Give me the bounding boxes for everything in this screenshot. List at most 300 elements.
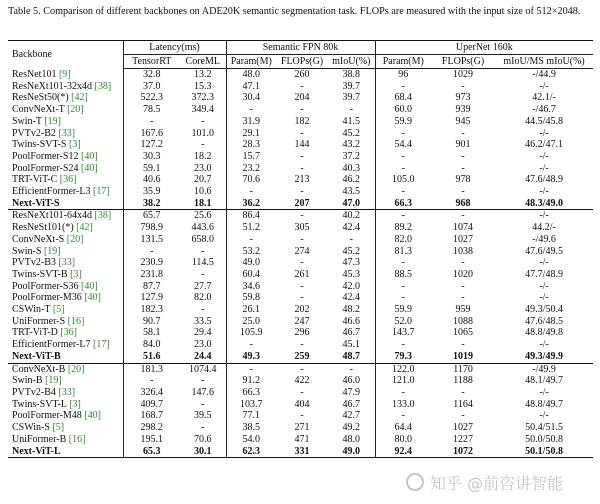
cell-upernet-miou: -/- <box>539 386 549 398</box>
backbone-name: PoolFormer-M36 <box>12 292 82 304</box>
table-row <box>8 222 593 234</box>
cell-coreml: - <box>180 269 226 281</box>
cell-upernet-flops: 1038 <box>453 245 474 257</box>
cell-fpn-flops: - <box>300 280 304 292</box>
header-upernet-miou: mIoU/MS mIoU(%) <box>495 55 593 69</box>
cell-coreml: 18.1 <box>180 198 226 210</box>
cell-backbone-name <box>8 399 123 411</box>
cell-backbone-name <box>8 92 123 104</box>
cell-upernet-flops: - <box>461 162 465 174</box>
cell-fpn-miou: 48.2 <box>328 304 375 316</box>
cell-upernet-miou: 47.6/49.5 <box>525 245 563 257</box>
cell-upernet-param: 89.2 <box>394 222 413 234</box>
cell-fpn-param: 103.7 <box>240 398 263 410</box>
cell-upernet-miou: 48.1/49.7 <box>525 375 563 387</box>
cell-fpn-miou: 42.7 <box>328 410 375 422</box>
citation-link[interactable]: [36] <box>59 174 77 186</box>
cell-tensorrt: 230.9 <box>140 257 163 269</box>
cell-fpn-miou: 45.2 <box>328 128 375 140</box>
cell-upernet-miou: 49.3/49.9 <box>525 350 563 362</box>
cell-upernet-flops: 945 <box>455 115 471 127</box>
citation-link[interactable]: [33] <box>58 127 76 139</box>
cell-coreml: - <box>180 139 226 151</box>
cell-coreml: 658.0 <box>180 234 226 246</box>
cell-fpn-param: 28.3 <box>242 139 261 151</box>
cell-fpn-flops: 260 <box>294 69 310 80</box>
table-row <box>8 128 593 140</box>
cell-tensorrt: 35.9 <box>143 186 161 198</box>
cell-fpn-flops: - <box>300 186 304 198</box>
cell-fpn-miou: 40.2 <box>328 210 375 222</box>
cell-backbone-name <box>8 234 123 246</box>
cell-backbone-name <box>8 151 123 163</box>
cell-backbone-name <box>8 269 123 281</box>
table-row <box>8 69 593 81</box>
cell-fpn-miou: 42.4 <box>328 292 375 304</box>
cell-upernet-param: 66.3 <box>394 197 413 209</box>
cell-backbone-name <box>8 281 123 293</box>
cell-upernet-flops: - <box>461 292 465 304</box>
cell-fpn-flops: - <box>300 339 304 351</box>
cell-fpn-param: 53.2 <box>242 245 261 257</box>
cell-fpn-flops: 296 <box>294 327 310 339</box>
cell-tensorrt: - <box>150 375 154 387</box>
cell-fpn-miou: 37.2 <box>328 151 375 163</box>
table-row <box>8 339 593 351</box>
backbone-name: Twins-SVT-B <box>12 268 68 280</box>
table-row <box>8 186 593 198</box>
cell-fpn-miou: 46.7 <box>328 327 375 339</box>
cell-upernet-param: 121.0 <box>392 375 415 387</box>
cell-upernet-param: 88.5 <box>394 268 413 280</box>
cell-tensorrt: 30.3 <box>143 150 161 162</box>
cell-fpn-flops: 404 <box>294 398 310 410</box>
cell-upernet-miou: 42.1/- <box>532 92 556 104</box>
cell-upernet-flops: - <box>461 410 465 422</box>
cell-fpn-flops: 305 <box>294 222 310 234</box>
cell-tensorrt: 127.9 <box>140 292 163 304</box>
cell-fpn-miou: 43.2 <box>328 139 375 151</box>
cell-upernet-param: 59.9 <box>394 304 413 316</box>
cell-upernet-miou: 44.2/- <box>532 222 556 234</box>
cell-fpn-miou: 42.4 <box>328 222 375 234</box>
cell-upernet-flops: - <box>461 339 465 351</box>
cell-upernet-param: 59.9 <box>394 115 413 127</box>
cell-upernet-miou: 49.3/50.4 <box>525 304 563 316</box>
backbone-name: PoolFormer-S36 <box>12 280 79 292</box>
table-row <box>8 351 593 363</box>
cell-upernet-miou: 48.8/49.8 <box>525 327 563 339</box>
cell-backbone-name <box>8 363 123 375</box>
cell-upernet-flops: 978 <box>455 174 471 186</box>
backbone-name: ResNet101 <box>12 68 57 80</box>
backbone-name: EfficientFormer-L3 <box>12 186 91 198</box>
cell-fpn-param: 38.5 <box>242 422 261 434</box>
cell-upernet-miou: 47.6/48.9 <box>525 174 563 186</box>
cell-backbone-name <box>8 186 123 198</box>
cell-upernet-param: - <box>401 150 405 162</box>
cell-upernet-miou: 48.8/49.7 <box>525 398 563 410</box>
cell-upernet-param: - <box>401 80 405 92</box>
cell-upernet-flops: - <box>461 257 465 269</box>
citation-link[interactable]: [42] <box>71 92 88 104</box>
cell-fpn-miou: 49.0 <box>328 446 375 458</box>
cell-backbone-name <box>8 104 123 116</box>
cell-backbone-name <box>8 139 123 151</box>
citation-link[interactable]: [40] <box>80 162 98 174</box>
citation-link[interactable]: [20] <box>67 363 85 375</box>
table-row <box>8 327 593 339</box>
cell-fpn-miou: 48.0 <box>328 434 375 446</box>
cell-upernet-flops: 1188 <box>453 375 473 387</box>
backbone-name: EfficientFormer-L7 <box>12 339 91 351</box>
cell-fpn-param: 26.1 <box>242 304 261 316</box>
backbone-comparison-table <box>8 40 593 458</box>
table-row <box>8 422 593 434</box>
cell-fpn-miou: 38.8 <box>328 69 375 81</box>
cell-coreml: - <box>180 399 226 411</box>
watermark-logo-icon <box>406 473 424 491</box>
header-fpn-miou: mIoU(%) <box>328 55 375 69</box>
cell-fpn-param: 91.2 <box>242 375 261 387</box>
cell-upernet-param: 52.0 <box>394 315 413 327</box>
cell-fpn-miou: 42.0 <box>328 281 375 293</box>
cell-upernet-flops: - <box>461 280 465 292</box>
cell-upernet-flops: 1029 <box>453 69 474 80</box>
citation-link[interactable]: [19] <box>44 115 61 127</box>
cell-fpn-param: 66.3 <box>242 386 261 398</box>
header-fpn-flops: FLOPs(G) <box>276 55 328 69</box>
cell-upernet-flops: 968 <box>455 197 471 209</box>
cell-backbone-name <box>8 163 123 175</box>
header-semantic-fpn-group: Semantic FPN 80k <box>226 41 375 55</box>
citation-link[interactable]: [19] <box>43 245 61 257</box>
table-row <box>8 434 593 446</box>
cell-fpn-flops: 182 <box>294 115 310 127</box>
cell-fpn-miou: 47.9 <box>328 387 375 399</box>
cell-tensorrt: 522.3 <box>140 92 163 104</box>
cell-fpn-miou: 46.2 <box>328 174 375 186</box>
citation-link[interactable]: [38] <box>94 80 112 92</box>
cell-fpn-flops: - <box>300 104 304 116</box>
cell-tensorrt: 78.5 <box>143 104 161 116</box>
cell-coreml: 114.5 <box>180 257 226 269</box>
backbone-name: PoolFormer-S24 <box>12 162 79 174</box>
table-row <box>8 104 593 116</box>
backbone-name: Twins-SVT-S <box>12 139 67 151</box>
cell-tensorrt: 51.6 <box>143 350 161 362</box>
cell-backbone-name <box>8 174 123 186</box>
cell-fpn-miou: - <box>328 104 375 116</box>
table-row <box>8 234 593 246</box>
citation-link[interactable]: [42] <box>76 222 93 234</box>
backbone-name: Swin-T <box>12 115 42 127</box>
citation-link[interactable]: [3] <box>70 268 82 280</box>
table-row <box>8 174 593 186</box>
table-row <box>8 116 593 128</box>
citation-link[interactable]: [20] <box>66 233 84 245</box>
cell-upernet-flops: 1027 <box>453 233 474 245</box>
cell-tensorrt: 182.3 <box>140 304 163 316</box>
cell-fpn-miou: 45.3 <box>328 269 375 281</box>
cell-coreml: 349.4 <box>180 104 226 116</box>
citation-link[interactable]: [16] <box>68 433 86 445</box>
cell-fpn-flops: - <box>300 257 304 269</box>
citation-link[interactable]: [40] <box>80 150 98 162</box>
table-row <box>8 399 593 411</box>
cell-tensorrt: 181.3 <box>123 363 180 375</box>
cell-upernet-miou: -/- <box>495 210 593 222</box>
cell-coreml: 29.4 <box>180 327 226 339</box>
cell-fpn-param: 86.4 <box>226 210 276 222</box>
table-row <box>8 246 593 258</box>
cell-coreml: 25.6 <box>180 210 226 222</box>
cell-fpn-miou: 41.5 <box>328 116 375 128</box>
cell-fpn-miou: 40.3 <box>328 163 375 175</box>
backbone-name: PoolFormer-S12 <box>12 150 79 162</box>
citation-link[interactable]: [3] <box>69 139 81 151</box>
cell-upernet-param: - <box>401 292 405 304</box>
cell-fpn-flops: 471 <box>294 433 310 445</box>
cell-fpn-param: 49.3 <box>242 350 261 362</box>
backbone-name: ConvNeXt-B <box>12 363 66 375</box>
cell-upernet-param: - <box>401 186 405 198</box>
cell-fpn-param: 25.0 <box>242 315 261 327</box>
cell-upernet-miou: 46.2/47.1 <box>525 139 563 151</box>
cell-coreml: 30.1 <box>180 446 226 458</box>
cell-upernet-miou: -/- <box>539 186 549 198</box>
cell-backbone-name <box>8 316 123 328</box>
cell-backbone-name <box>8 339 123 351</box>
cell-tensorrt: 58.1 <box>143 327 161 339</box>
backbone-name: PoolFormer-M48 <box>12 410 82 422</box>
citation-link[interactable]: [38] <box>94 210 112 222</box>
cell-fpn-param: 77.1 <box>242 410 261 422</box>
cell-fpn-flops: 144 <box>294 139 310 151</box>
cell-upernet-miou: -/46.7 <box>532 104 556 116</box>
backbone-name: ResNeXt101-64x4d <box>12 210 92 222</box>
cell-tensorrt: - <box>150 115 154 127</box>
cell-upernet-flops: 1164 <box>453 398 473 410</box>
cell-upernet-param: 92.4 <box>375 446 431 458</box>
cell-upernet-param: 82.0 <box>394 233 413 245</box>
cell-tensorrt: 37.0 <box>143 80 161 92</box>
cell-fpn-flops: - <box>276 363 328 375</box>
cell-upernet-param: 64.4 <box>394 422 413 434</box>
cell-upernet-param: - <box>375 210 431 222</box>
cell-coreml: - <box>180 304 226 316</box>
cell-fpn-flops: - <box>300 410 304 422</box>
cell-backbone-name <box>8 69 123 81</box>
cell-upernet-flops: 973 <box>455 92 471 104</box>
cell-fpn-flops: 213 <box>294 174 310 186</box>
cell-upernet-param: - <box>401 339 405 351</box>
cell-coreml: - <box>180 246 226 258</box>
backbone-name: TRT-ViT-C <box>12 174 58 186</box>
cell-tensorrt: 131.5 <box>140 233 163 245</box>
cell-backbone-name <box>8 257 123 269</box>
cell-tensorrt: 798.9 <box>140 222 163 234</box>
cell-fpn-miou: 46.0 <box>328 375 375 387</box>
cell-upernet-param: - <box>401 280 405 292</box>
cell-upernet-miou: 44.5/45.8 <box>525 115 563 127</box>
cell-upernet-miou: -/- <box>539 150 549 162</box>
cell-fpn-miou: 46.6 <box>328 316 375 328</box>
cell-upernet-param: 96 <box>398 69 409 80</box>
backbone-name: TRT-ViT-D <box>12 327 58 339</box>
table-row <box>8 139 593 151</box>
citation-link[interactable]: [40] <box>84 410 101 422</box>
table-row <box>8 163 593 175</box>
table-row <box>8 292 593 304</box>
cell-fpn-param: 48.0 <box>242 69 261 80</box>
cell-fpn-flops: 422 <box>294 375 310 387</box>
cell-fpn-miou: - <box>328 363 375 375</box>
cell-tensorrt: 167.6 <box>140 127 163 139</box>
cell-fpn-flops: 207 <box>294 197 310 209</box>
cell-backbone-name <box>8 246 123 258</box>
cell-fpn-flops: 274 <box>294 245 310 257</box>
cell-backbone-name <box>8 304 123 316</box>
cell-upernet-miou: -/- <box>539 410 549 422</box>
cell-fpn-miou: 48.7 <box>328 351 375 363</box>
cell-upernet-miou: -/- <box>539 257 549 269</box>
backbone-name: ResNeXt101-32x4d <box>12 80 92 92</box>
backbone-name: PVTv2-B2 <box>12 127 56 139</box>
cell-fpn-flops: - <box>300 150 304 162</box>
backbone-name: PVTv2-B3 <box>12 257 56 269</box>
cell-upernet-flops: 1019 <box>453 350 474 362</box>
citation-link[interactable]: [33] <box>58 257 76 269</box>
cell-coreml: 82.0 <box>180 292 226 304</box>
cell-fpn-flops: 204 <box>294 92 310 104</box>
cell-fpn-flops: 247 <box>294 315 310 327</box>
citation-link[interactable]: [5] <box>52 422 65 434</box>
cell-backbone-name <box>8 210 123 222</box>
cell-coreml: 15.3 <box>180 81 226 93</box>
backbone-name: CSWin-T <box>12 304 51 316</box>
cell-upernet-param: - <box>401 127 405 139</box>
cell-upernet-param: 133.0 <box>392 398 415 410</box>
citation-link[interactable]: [40] <box>84 292 101 304</box>
cell-upernet-flops: 1065 <box>453 327 474 339</box>
cell-tensorrt: 326.4 <box>140 386 163 398</box>
cell-fpn-flops: 271 <box>294 422 310 434</box>
cell-fpn-param: 60.4 <box>242 268 261 280</box>
cell-fpn-param: 30.4 <box>242 92 261 104</box>
cell-fpn-param: - <box>249 186 253 198</box>
header-upernet-group: UperNet 160k <box>375 41 593 55</box>
cell-upernet-flops: - <box>461 150 465 162</box>
cell-fpn-flops: - <box>300 127 304 139</box>
table-body <box>8 69 593 458</box>
cell-backbone-name <box>8 222 123 234</box>
cell-coreml: - <box>180 422 226 434</box>
cell-upernet-flops: 1027 <box>453 422 474 434</box>
citation-link[interactable]: [20] <box>67 104 84 116</box>
cell-upernet-flops: 1227 <box>453 433 474 445</box>
cell-tensorrt: 298.2 <box>140 422 163 434</box>
cell-fpn-miou: 39.7 <box>328 81 375 93</box>
cell-upernet-miou: 48.3/49.0 <box>525 197 563 209</box>
cell-fpn-param: 54.0 <box>242 433 261 445</box>
table-row <box>8 269 593 281</box>
cell-fpn-param: 59.8 <box>242 292 261 304</box>
citation-link[interactable]: [3] <box>69 398 81 410</box>
cell-fpn-param: - <box>249 339 253 351</box>
cell-upernet-param: 80.0 <box>394 433 413 445</box>
cell-backbone-name <box>8 387 123 399</box>
cell-tensorrt: - <box>150 245 154 257</box>
table-caption: Table 5. Comparison of different backbones on ADE20K semantic segmentation task. FLOPs are measured with the input size of 512×2048. <box>8 6 581 17</box>
table-row <box>8 198 593 210</box>
table-row <box>8 92 593 104</box>
cell-upernet-miou: 50.1/50.8 <box>495 446 593 458</box>
cell-upernet-flops: 939 <box>455 104 471 116</box>
cell-tensorrt: 168.7 <box>140 410 163 422</box>
cell-backbone-name <box>8 446 123 458</box>
table-row <box>8 387 593 399</box>
backbone-name: CSWin-S <box>12 422 50 434</box>
cell-coreml: 23.0 <box>180 163 226 175</box>
cell-upernet-miou: 50.4/51.5 <box>525 422 563 434</box>
cell-upernet-param: 105.0 <box>392 174 415 186</box>
header-coreml: CoreML <box>180 55 226 69</box>
cell-fpn-param: 36.2 <box>242 197 261 209</box>
cell-upernet-miou: -/- <box>539 292 549 304</box>
cell-coreml: 23.0 <box>180 339 226 351</box>
cell-fpn-param: 34.6 <box>242 280 261 292</box>
table-row <box>8 304 593 316</box>
cell-coreml: 18.2 <box>180 151 226 163</box>
cell-coreml: 13.2 <box>180 69 226 81</box>
cell-upernet-param: - <box>401 162 405 174</box>
citation-link[interactable]: [17] <box>92 186 110 198</box>
cell-fpn-param: - <box>226 363 276 375</box>
cell-upernet-flops: 1020 <box>453 268 474 280</box>
cell-fpn-miou: - <box>328 234 375 246</box>
cell-backbone-name <box>8 198 123 210</box>
citation-link[interactable]: [36] <box>60 327 78 339</box>
backbone-name: Swin-S <box>12 245 42 257</box>
backbone-name: Next-ViT-L <box>12 445 61 457</box>
cell-upernet-flops: - <box>461 186 465 198</box>
cell-fpn-param: 62.3 <box>226 446 276 458</box>
cell-tensorrt: 409.7 <box>140 398 163 410</box>
citation-link[interactable]: [19] <box>45 375 62 387</box>
header-fpn-param: Param(M) <box>226 55 276 69</box>
cell-upernet-param: 68.4 <box>394 92 413 104</box>
cell-upernet-miou: -/- <box>539 162 549 174</box>
cell-fpn-flops: - <box>300 292 304 304</box>
cell-upernet-param: - <box>401 257 405 269</box>
cell-coreml: 20.7 <box>180 174 226 186</box>
cell-coreml: 33.5 <box>180 316 226 328</box>
cell-coreml: 70.6 <box>180 434 226 446</box>
citation-link[interactable]: [17] <box>92 339 110 351</box>
citation-link[interactable]: [9] <box>58 68 71 80</box>
cell-fpn-param: - <box>249 233 253 245</box>
cell-backbone-name <box>8 351 123 363</box>
cell-backbone-name <box>8 375 123 387</box>
header-latency-group: Latency(ms) <box>123 41 226 55</box>
citation-link[interactable]: [40] <box>80 280 98 292</box>
citation-link[interactable]: [16] <box>67 315 85 327</box>
cell-fpn-flops: - <box>300 386 304 398</box>
citation-link[interactable]: [5] <box>52 304 65 316</box>
cell-upernet-flops: 959 <box>455 304 471 316</box>
citation-link[interactable]: [33] <box>58 386 76 398</box>
